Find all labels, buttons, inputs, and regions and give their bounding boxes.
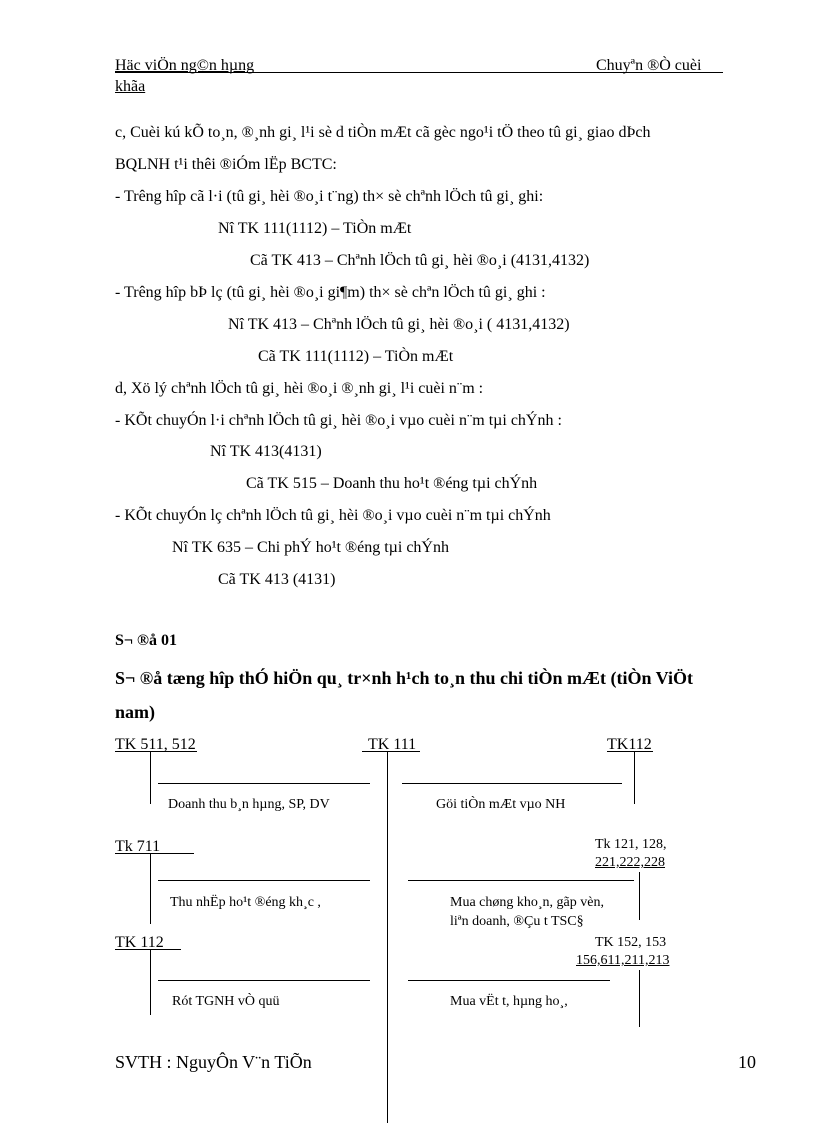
- body-line: Cã TK 413 (4131): [218, 571, 336, 588]
- account-tk121-cont: 221,222,228: [595, 855, 665, 870]
- body-line: Nî TK 413 – Chªnh lÖch tû gi¸ hèi ®o¸i ( 4131,4132): [228, 316, 570, 333]
- entry-mua-chung-khoan-cont: liªn doanh, ®Çu t TSC§: [450, 914, 584, 929]
- body-line: Nî TK 111(1112) – TiÒn mÆt: [218, 220, 412, 237]
- diagram-title: S¬ ®å tæng hîp thÓ hiÖn qu¸ tr×nh h¹ch to¸n thu chi tiÒn mÆt (tiÒn ViÖt: [115, 668, 693, 688]
- tk511-underline: [115, 751, 197, 752]
- entry-rut-tgnh: Rót TGNH vÒ quü: [172, 994, 280, 1009]
- body-line: c, Cuèi kú kÕ to¸n, ®¸nh gi¸ l¹i sè d tiÒn mÆt cã gèc ngo¹i tÖ theo tû gi¸ giao dÞch: [115, 124, 651, 141]
- entry-doanh-thu: Doanh thu b¸n hµng, SP, DV: [168, 797, 330, 812]
- tk711-underline: [115, 853, 194, 854]
- tk112-left-underline: [115, 949, 181, 950]
- tk112-right-vertical: [634, 752, 635, 804]
- header-right-wrap: khãa: [115, 78, 146, 95]
- footer-page-number: 10: [738, 1052, 756, 1072]
- header-left: Häc viÖn ng©n hµng: [115, 57, 255, 74]
- body-line: d, Xö lý chªnh lÖch tû gi¸ hèi ®o¸i ®¸nh gi¸ l¹i cuèi n¨m :: [115, 380, 484, 397]
- arrow-line: [408, 980, 610, 981]
- arrow-line: [402, 783, 622, 784]
- body-line: - KÕt chuyÓn lç chªnh lÖch tû gi¸ hèi ®o¸i vµo cuèi n¨m tµi chÝnh: [115, 507, 551, 524]
- header-right: Chuyªn ®Ò cuèi: [596, 57, 702, 74]
- account-tk152: TK 152, 153: [595, 935, 667, 950]
- account-tk112-right: TK112: [607, 736, 652, 753]
- entry-thu-nhap: Thu nhËp ho¹t ®éng kh¸c ,: [170, 895, 321, 910]
- body-line: - Trêng hîp bÞ lç (tû gi¸ hèi ®o¸i gi¶m) th× sè chªn lÖch tû gi¸ ghi :: [115, 284, 546, 301]
- diagram-label: S¬ ®å 01: [115, 632, 177, 649]
- arrow-line: [158, 880, 370, 881]
- body-line: Cã TK 515 – Doanh thu ho¹t ®éng tµi chÝnh: [246, 475, 538, 492]
- body-line: Cã TK 413 – Chªnh lÖch tû gi¸ hèi ®o¸i (4131,4132): [250, 252, 590, 269]
- diagram-title-cont: nam): [115, 702, 155, 722]
- entry-mua-chung-khoan: Mua chøng kho¸n, gãp vèn,: [450, 895, 604, 910]
- tk111-underline: [362, 751, 420, 752]
- arrow-line: [408, 880, 634, 881]
- account-tk711: Tk 711: [115, 838, 161, 855]
- entry-gui-tien: Göi tiÒn mÆt vµo NH: [436, 797, 566, 812]
- tk111-t-account-line: [387, 752, 388, 1123]
- footer-student: SVTH : NguyÔn V¨n TiÕn: [115, 1052, 312, 1072]
- tk121-vertical: [639, 872, 640, 920]
- body-line: BQLNH t¹i thêi ®iÓm lËp BCTC:: [115, 156, 337, 173]
- body-line: Nî TK 635 – Chi phÝ ho¹t ®éng tµi chÝnh: [172, 539, 449, 556]
- account-tk111: TK 111: [368, 736, 417, 753]
- tk112-right-underline: [607, 751, 653, 752]
- tk711-vertical: [150, 854, 151, 924]
- tk152-vertical: [639, 970, 640, 1027]
- entry-mua-vat-tu: Mua vËt t, hµng ho¸,: [450, 994, 568, 1009]
- body-line: Cã TK 111(1112) – TiÒn mÆt: [258, 348, 454, 365]
- body-line: - Trêng hîp cã l·i (tû gi¸ hèi ®o¸i t¨ng) th× sè chªnh lÖch tû gi¸ ghi:: [115, 188, 544, 205]
- body-line: Nî TK 413(4131): [210, 443, 322, 460]
- arrow-line: [158, 980, 370, 981]
- tk112-left-vertical: [150, 950, 151, 1015]
- account-tk152-cont: 156,611,211,213: [576, 953, 670, 968]
- account-tk121: Tk 121, 128,: [595, 837, 667, 852]
- body-line: - KÕt chuyÓn l·i chªnh lÖch tû gi¸ hèi ®o¸i vµo cuèi n¨m tµi chÝnh :: [115, 412, 562, 429]
- account-tk112-left: TK 112: [115, 934, 164, 951]
- tk511-vertical: [150, 752, 151, 804]
- account-tk511: TK 511, 512: [115, 736, 196, 753]
- arrow-line: [158, 783, 370, 784]
